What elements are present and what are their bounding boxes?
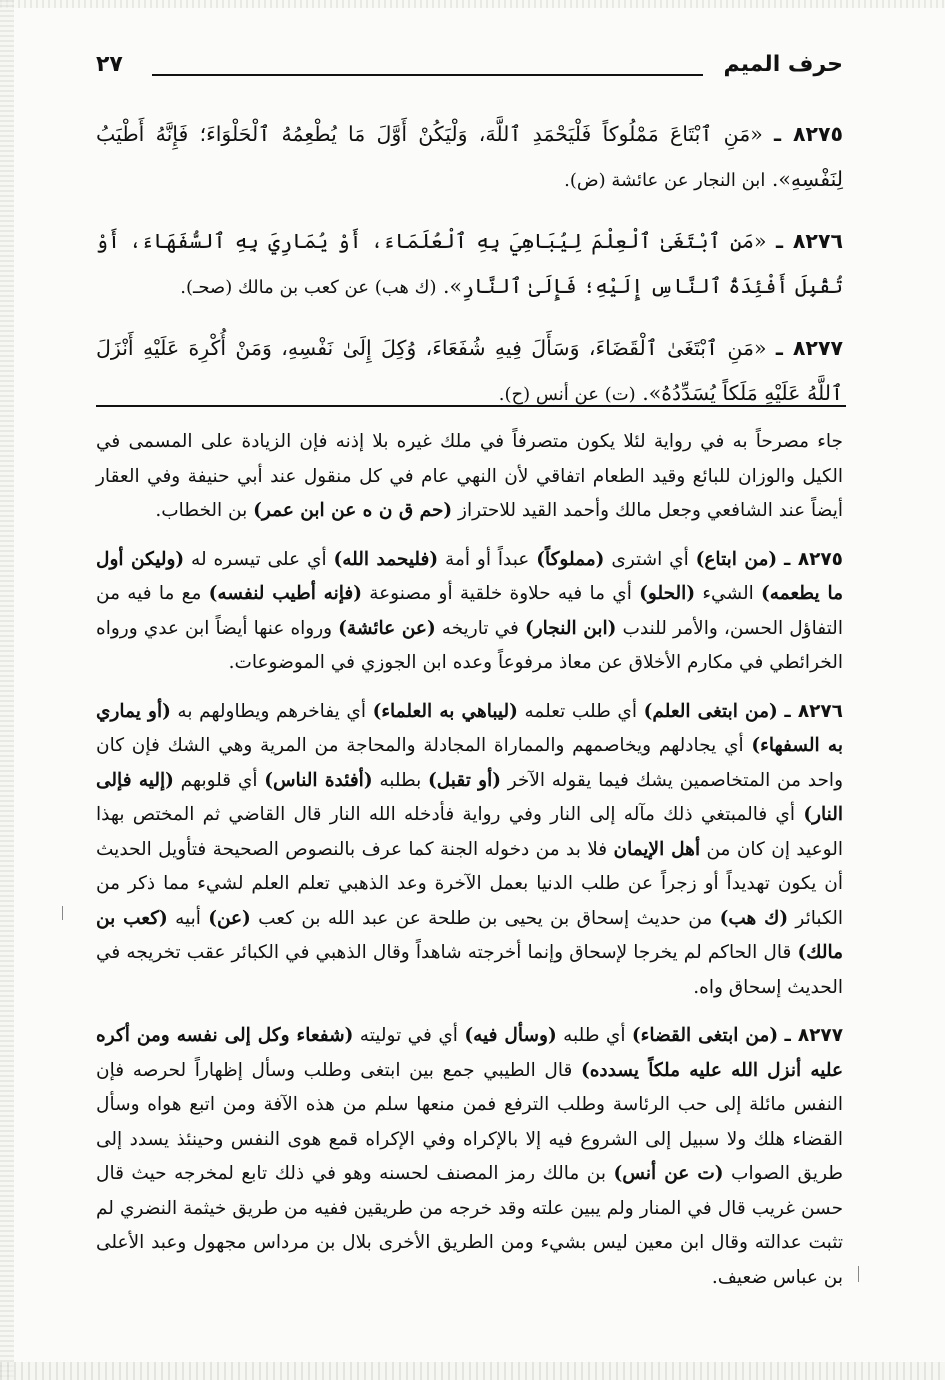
scan-edge-top: [0, 0, 945, 8]
commentary-text: ورواه عنها أيضاً ابن عدي ورواه الخرائطي في مكارم الأخلاق عن معاذ مرفوعاً وعده ابن الجوزي في الموضوعات.: [96, 617, 843, 673]
commentary-quoted-text: (شفعاء وكل إلى نفسه ومن أكره عليه أنزل الله عليه ملكاً يسدده): [96, 1025, 843, 1081]
margin-mark: [858, 1266, 859, 1282]
commentary-quoted-text: (أو تقبل): [428, 769, 501, 791]
commentary-quoted-text: (ك هب): [719, 907, 789, 929]
footnote-divider: [96, 405, 846, 407]
commentary-text: عبداً أو أمة: [438, 548, 537, 570]
commentary-number: ٨٢٧٦ ـ: [784, 700, 843, 722]
header-rule: [152, 74, 703, 76]
commentary-quoted-text: (كعب بن مالك): [96, 907, 843, 963]
commentary-quoted-text: (ت عن أنس): [613, 1163, 724, 1184]
hadith-entry: [96, 326, 843, 417]
commentary-text: قال الطيبي جمع بين ابتغى وطلب وسأل إظهاراً لحرصه فإن النفس مائلة إلى حب الرئاسة وطلب الترفع فمن منعها سلم من هذه الآفة ومن اتبع هواه وسأل القضاء هلك ولا سبيل إلى الشروع فيه إلا بالإكراه وفي الإكراه قمع هوى النفس وحينئذ يسدد إلى طريق الصواب: [96, 1059, 843, 1184]
hadith-text: «مَنِ ٱبْتَغَىٰ ٱلْقَضَاءَ، وَسَأَلَ فِيهِ شُفَعَاءَ، وُكِلَ إِلَىٰ نَفْسِهِ، وَمَنْ أُكْرِهَ عَلَيْهِ أَنْزَلَ ٱللَّهُ عَلَيْهِ مَلَكاً يُسَدِّدُهُ».: [96, 336, 843, 405]
commentary-text: أي ما فيه حلاوة خلقية أو مصنوعة: [361, 583, 640, 604]
commentary-text: جاء مصرحاً به في رواية لئلا يكون متصرفاً في ملك غيره بلا إذنه فإن الزيادة على المسمى في الكيل والوزان للبائع وقيد الطعام اتفاقي لأن النهي عام في كل منقول عند أبي حنيفة وفي العقار أيضاً عند الشافعي وجعل مالك وأحمد القيد للاحتراز: [96, 431, 843, 521]
commentary-quoted-text: (وليكن أول ما يطعمه): [96, 548, 843, 604]
commentary-quoted-text: (أو يماري به السفهاء): [96, 700, 843, 756]
commentary-text: فلا بد من دخوله الجنة كما عرف بالنصوص الصحيحة فتأويل الحديث أن يكون تهديداً أو زجراً عن طلب الدنيا بعمل الآخرة وعد الذهبي تعلم العلم لشيء مما ذكر من الكبائر: [96, 838, 843, 929]
commentary-quoted-text: (وسأل فيه): [464, 1025, 557, 1046]
commentary-text: أي يفاخرهم ويطاولهم به: [170, 700, 373, 722]
commentary-text: الشيء: [695, 583, 762, 604]
commentary-quoted-text: (عن عائشة): [338, 617, 436, 639]
commentary-quoted-text: (حم ق ن ه عن ابن عمر): [253, 500, 453, 521]
commentary-paragraph: [96, 695, 843, 1006]
commentary-paragraph: [96, 543, 843, 681]
commentary-quoted-text: (فإنه أطيب لنفسه): [208, 583, 362, 604]
margin-mark: [62, 906, 63, 920]
commentary-text: بن مالك رمز المصنف لحسنه وهو في ذلك تابع لمخرجه حيث قال حسن غريب قال في المنار ولم يبين علته وقد خرجه من طريقين ففيه من طريق خيثمة النضري لم تثبت عدالته وقال ابن معين ليس بشيء ومن الطريق الأخرى بلال بن مرداس مجهول وعبد الأعلى بن عباس ضعيف.: [96, 1163, 843, 1288]
commentary-quoted-text: (من ابتغى القضاء): [631, 1025, 779, 1046]
hadith-number: ٨٢٧٧ ـ: [775, 336, 843, 360]
commentary-text: أي في توليته: [353, 1025, 465, 1046]
commentary-quoted-text: (مملوكاً): [536, 548, 605, 570]
commentary-quoted-text: أهل الإيمان: [613, 838, 701, 860]
commentary-paragraph: [96, 425, 843, 529]
hadith-entry: [96, 219, 843, 310]
commentary-text: أي اشترى: [604, 548, 696, 570]
hadith-source: (ت) عن أنس (ح).: [498, 384, 636, 405]
commentary-number: ٨٢٧٥ ـ: [784, 548, 843, 570]
commentary-text: من حديث إسحاق بن يحيى بن طلحة عن عبد الله بن كعب: [250, 907, 720, 929]
page-header: [96, 52, 843, 86]
commentary-text: في تاريخه: [435, 617, 525, 639]
commentary-text: قال الحاكم لم يخرجا لإسحاق وإنما أخرجته شاهداً وقال الذهبي في الكبائر عقب تخريجه في الحديث إسحاق واه.: [96, 942, 843, 998]
commentary-text: أي طلبه: [556, 1025, 632, 1046]
scan-edge-left: [0, 0, 14, 1380]
commentary-number: ٨٢٧٧ ـ: [784, 1025, 843, 1046]
commentary-quoted-text: (من ابتاع): [695, 548, 778, 570]
commentary-quoted-text: (ليباهي به العلماء): [372, 700, 518, 722]
commentary-quoted-text: (عن): [208, 907, 251, 929]
hadith-text: «مَنِ ٱبْتَاعَ مَمْلُوكاً فَلْيَحْمَدِ ٱللَّهَ، وَلْيَكُنْ أَوَّلَ مَا يُطْعِمُهُ ٱلْحَلْوَاءَ؛ فَإِنَّهُ أَطْيَبُ لِنَفْسِهِ».: [96, 122, 843, 191]
commentary-text: أي قلوبهم: [173, 769, 265, 791]
commentary-text: أي طلب تعلمه: [517, 700, 644, 722]
hadith-source: ابن النجار عن عائشة (ض).: [564, 170, 766, 191]
commentary-text: بن الخطاب.: [155, 500, 254, 521]
commentary-quoted-text: (فليحمد الله): [333, 548, 439, 570]
commentary-text: مع ما فيه من التفاؤل الحسن، والأمر للندب: [96, 583, 843, 639]
hadith-number: ٨٢٧٦ ـ: [775, 229, 843, 253]
scan-edge-bottom: [0, 1362, 945, 1380]
commentary-quoted-text: (إليه فإلى النار): [96, 769, 843, 825]
commentary-text: أي فالمبتغي ذلك مآله إلى النار وفي رواية فأدخله الله النار قال القاضي ثم المختص بهذا الوعيد إن كان من: [96, 804, 843, 860]
commentary-text: أي يجادلهم ويخاصمهم والمماراة المجادلة والمحاجة من المرية وهي الشك فإن كان واحد من المتخاصمين يشك فيما يقوله الآخر: [96, 735, 843, 791]
hadith-number: ٨٢٧٥ ـ: [774, 122, 843, 146]
commentary-quoted-text: (ابن النجار): [524, 617, 617, 639]
commentary-text: بطلبه: [372, 769, 428, 791]
commentary-text: أي على تيسره له: [184, 548, 334, 570]
commentary-quoted-text: (أفئدة الناس): [264, 769, 373, 791]
running-title: حرف الميم: [723, 52, 843, 77]
hadith-text: «مَنِ ٱبْتَغَىٰ ٱلْعِلْمَ لِيُبَاهِيَ بِهِ ٱلْعُلَمَاءَ، أَوْ يُمَارِيَ بِهِ ٱلسُّفَهَاءَ، أَوْ تُقْبِلَ أَفْئِدَةُ ٱلنَّاسِ إِلَيْهِ؛ فَإِلَىٰ ٱلنَّارِ».: [96, 229, 843, 298]
hadith-entry: [96, 112, 843, 203]
hadith-list: [96, 112, 843, 433]
page-number: ٢٧: [96, 52, 123, 77]
commentary-text: أبيه: [167, 907, 209, 929]
commentary-section: [96, 425, 843, 1309]
commentary-quoted-text: (من ابتغى العلم): [643, 700, 778, 722]
commentary-quoted-text: (الحلو): [639, 583, 696, 604]
commentary-paragraph: [96, 1019, 843, 1295]
hadith-source: (ك هب) عن كعب بن مالك (صحـ).: [180, 277, 437, 298]
